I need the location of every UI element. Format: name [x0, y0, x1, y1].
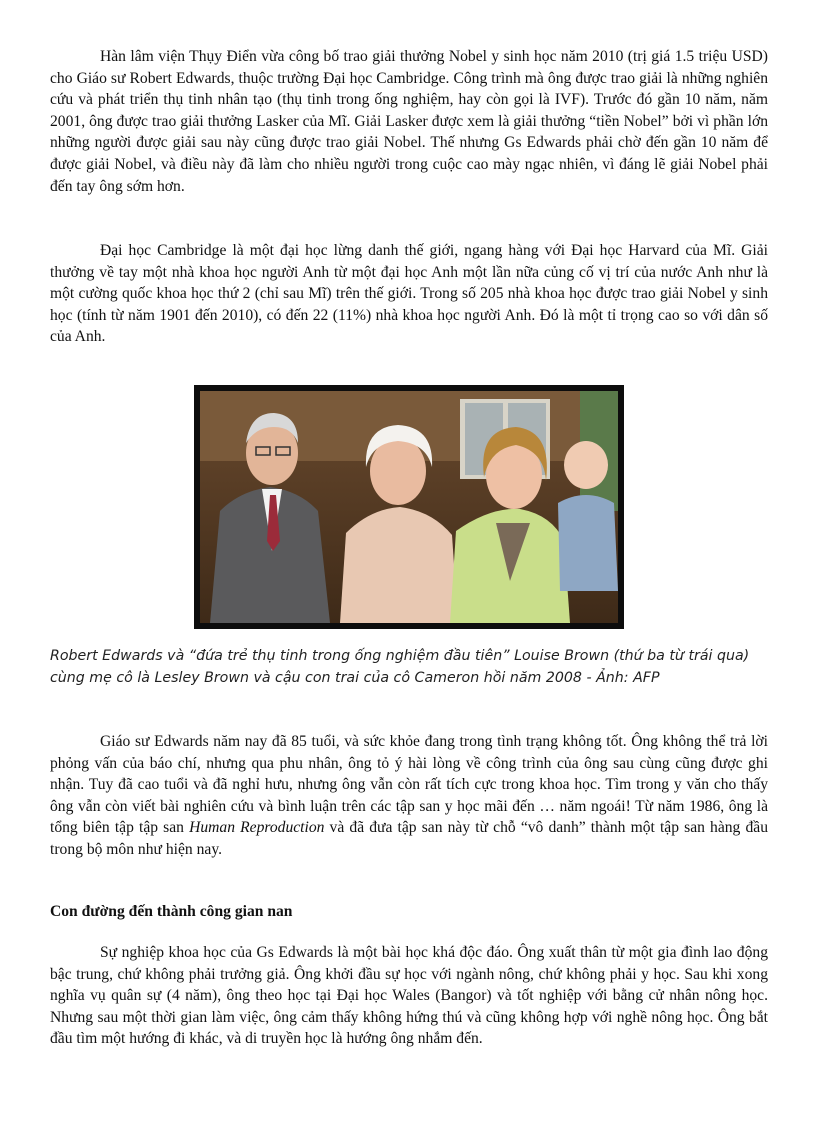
paragraph-nobel-announcement: Hàn lâm viện Thụy Điển vừa công bố trao giải thưởng Nobel y sinh học năm 2010 (trị giá 1.5 triệu USD) cho Giáo sư Robert Edwards, thuộc trường Đại học Cambridge. Công trình mà ông được trao giải là những nghiên cứu và phát triển thụ tinh nhân tạo (thụ tinh trong ống nghiệm, hay còn gọi là IVF). Trước đó gần 10 năm, năm 2001, ông được trao giải thưởng Lasker của Mĩ. Giải Lasker được xem là giải thưởng “tiền Nobel” bởi vì phần lớn những người được giải sau này cũng được trao giải Nobel. Thế nhưng Gs Edwards phải chờ đến gần 10 năm để được giải Nobel, và điều này đã làm cho nhiều người trong cuộc cao mày ngạc nhiên, vì đáng lẽ giải Nobel phải đến tay ông sớm hơn. [50, 48, 768, 195]
paragraph-edwards-today [50, 731, 768, 861]
paragraph-text-after: và đã đưa tập san này từ chỗ “vô danh” thành một tập san hàng đầu trong bộ môn như hiện nay. [50, 819, 768, 858]
photo [194, 385, 624, 629]
paragraph-career: Sự nghiệp khoa học của Gs Edwards là một bài học khá độc đáo. Ông xuất thân từ một gia đình lao động bậc trung, chứ không phải trưởng giả. Ông khởi đầu sự học với ngành nông, chứ không phải y học. Sau khi xong nghĩa vụ quân sự (4 năm), ông theo học tại Đại học Wales (Bangor) và tốt nghiệp với bằng cử nhân nông học. Nhưng sau một thời gian làm việc, ông cảm thấy không hứng thú và cũng không hợp với nghề nông học. Ông bắt đầu tìm một hướng đi khác, và di truyền học là hướng ông nhắm đến. [50, 944, 768, 1048]
section-heading: Con đường đến thành công gian nan [50, 903, 293, 920]
journal-title: Human Reproduction [189, 819, 325, 837]
paragraph-cambridge: Đại học Cambridge là một đại học lừng danh thế giới, ngang hàng với Đại học Harvard của Mĩ. Giải thưởng về tay một nhà khoa học người Anh từ một đại học Anh một lần nữa củng cố vị trí của nước Anh như là một cường quốc khoa học thứ 2 (chỉ sau Mĩ) trên thế giới. Trong số 205 nhà khoa học được trao giải Nobel y sinh học (tính từ năm 1901 đến 2010), có đến 22 (11%) nhà khoa học người Anh. Đó là một tỉ trọng cao so với dân số của Anh. [50, 242, 768, 346]
photo-caption: Robert Edwards và “đứa trẻ thụ tinh trong ống nghiệm đầu tiên” Louise Brown (thứ ba từ trái qua) cùng mẹ cô là Lesley Brown và cậu con trai của cô Cameron hồi năm 2008 - Ảnh: AFP [50, 648, 750, 686]
family-photo-illustration [200, 391, 618, 623]
paragraph-text-before: Giáo sư Edwards năm nay đã 85 tuổi, và sức khỏe đang trong tình trạng không tốt. Ông không thể trả lời phỏng vấn của báo chí, nhưng qua phu nhân, ông tỏ ý hài lòng về công trình của ông sau cùng cũng được ghi nhận. Tuy đã cao tuổi và đã nghỉ hưu, nhưng ông vẫn còn rất tích cực trong khoa học. Tìm trong y văn cho thấy ông vẫn còn viết bài nghiên cứu và bình luận trên các tập san y học mãi đến … năm ngoái! Từ năm 1986, ông là tổng biên tập tập san [50, 733, 768, 837]
